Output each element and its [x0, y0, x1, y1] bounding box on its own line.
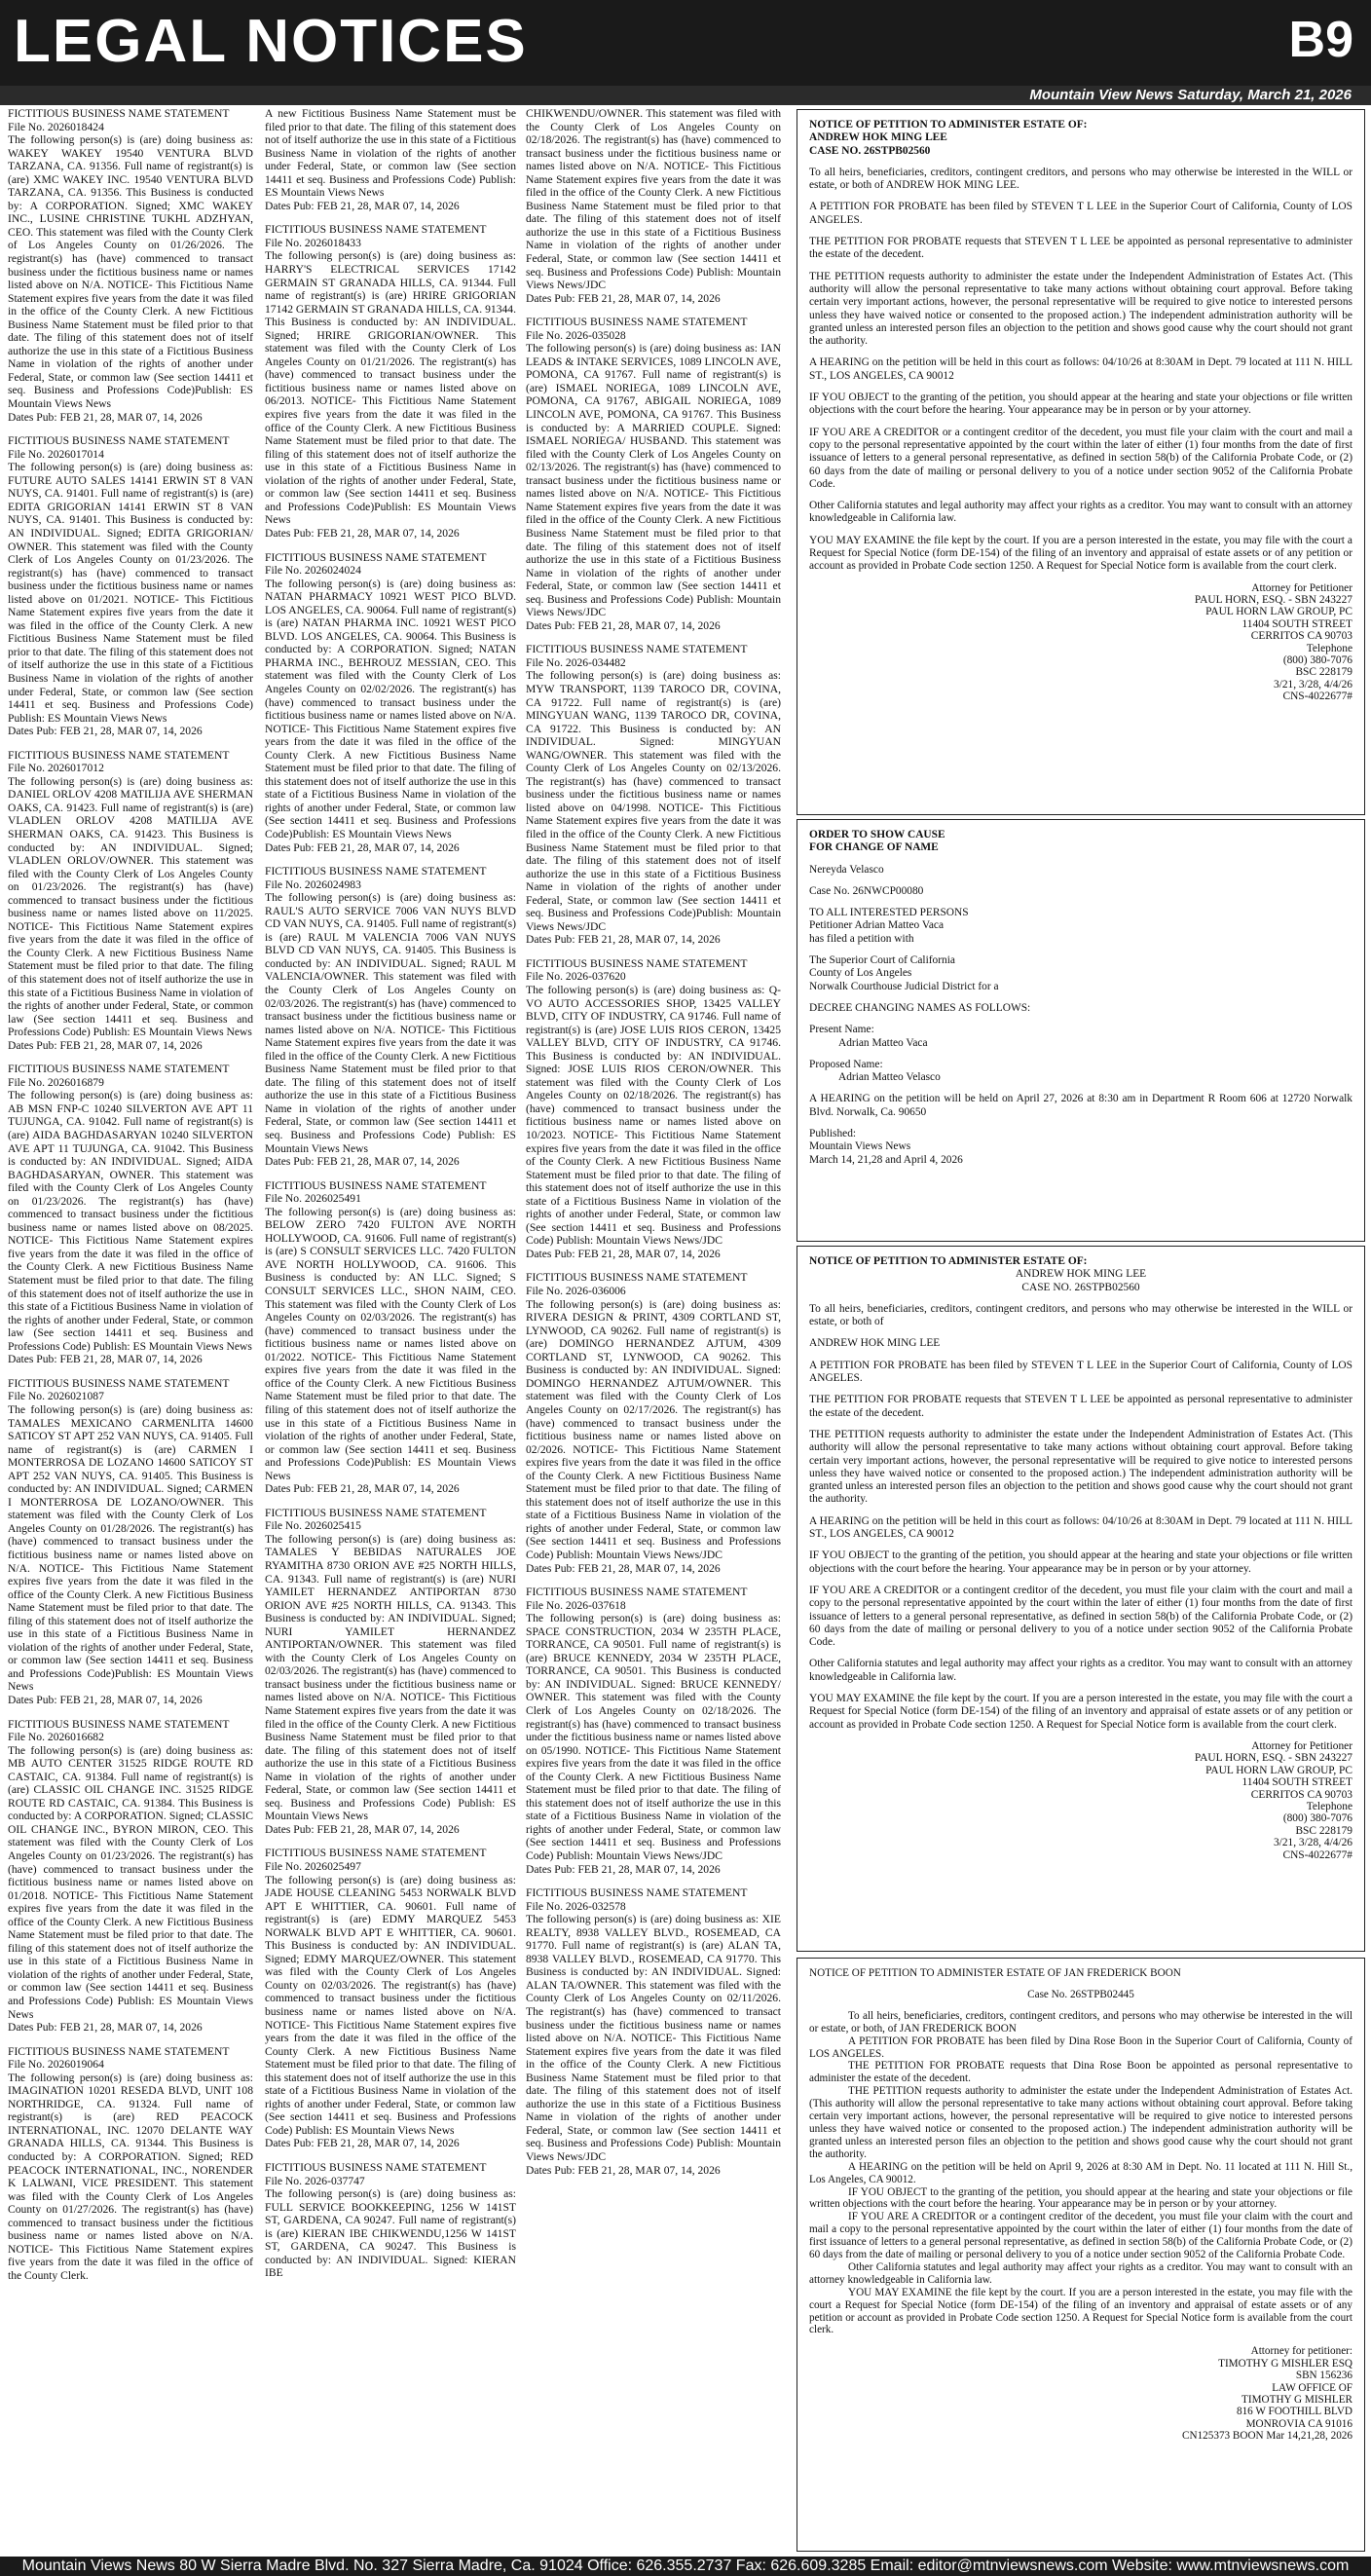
fictitious-business-notice [265, 551, 516, 855]
signature-line: Attorney for petitioner: [1250, 2345, 1352, 2358]
signature-line: Attorney for Petitioner [1251, 581, 1352, 594]
notice-file: File No. 2026024983 [265, 877, 361, 891]
notice-head: FICTITIOUS BUSINESS NAME STATEMENT [8, 1717, 230, 1731]
probate-notice-lee-1 [797, 109, 1365, 815]
signature-line: PAUL HORN LAW GROUP, PC [1205, 1764, 1352, 1776]
notice-body: The following person(s) is (are) doing business as: IAN LEADS & INTAKE SERVICES, 1089 LINCOLN AVE, POMONA, CA 91767. Full name of registrant(s) is (are) ISMAEL NORIEGA, 1089 LINCOLN AVE, POMONA, CA 91767, ABIGAIL NORIEGA, 1089 LINCOLN AVE, POMONA, CA 91767. This Business is conducted by: A MARRIED COUPLE. Signed: ISMAEL NORIEGA/ HUSBAND. This statement was filed with the County Clerk of Los Angeles County on 02/13/2026. The registrant(s) has (have) commenced to transact business under the fictitious business name or names listed above on N/A. NOTICE- This Fictitious Name Statement expires five years from the date it was filed in the office of the County Clerk. A new Fictitious Business Name Statement must be filed prior to that date. The filing of this statement does not of itself authorize the use in this state of a Fictitious Business Name in violation of the rights of another under Federal, State, or common law (See section 14411 et seq. Business and Professions Code) Publish: Mountain Views News/JDC [526, 342, 781, 619]
fictitious-business-notice [526, 643, 781, 947]
fictitious-business-notice [526, 1586, 781, 1876]
signature-line: SBN 156236 [1295, 2370, 1352, 2382]
notice-file: File No. 2026018433 [265, 236, 361, 249]
present-name-label: Present Name: [809, 1024, 874, 1036]
notice-file: File No. 2026-036006 [526, 1285, 626, 1298]
notice-head: FICTITIOUS BUSINESS NAME STATEMENT [265, 865, 487, 878]
dateline: Mountain View News Saturday, March 21, 2026 [1029, 87, 1352, 103]
signature-line: CNS-4022677# [1282, 691, 1352, 703]
notice-body: The following person(s) is (are) doing business as: SPACE CONSTRUCTION, 2034 W 235TH PLACE, TORRANCE, CA 90501. Full name of registrant(s) is (are) BRUCE KENNEDY, 2034 W 235TH PLACE, TORRANCE, CA 90501. This Business is conducted by: AN INDIVIDUAL. Signed: BRUCE KENNEDY/ OWNER. This statement was filed with the County Clerk of Los Angeles County on 02/18/2026. The registrant(s) has (have) commenced to transact business under the fictitious business name or names listed above on 05/1990. NOTICE- This Fictitious Name Statement expires five years from the date it was filed in the office of the County Clerk. A new Fictitious Business Name Statement must be filed prior to that date. The filing of this statement does not of itself authorize the use in this state of a Fictitious Business Name in violation of the rights of another under Federal, State, or common law (See section 14411 et seq. Business and Professions Code) Publish: Mountain Views News/JDC [526, 1612, 781, 1862]
notice-dates: Dates Pub: FEB 21, 28, MAR 07, 14, 2026 [8, 410, 203, 424]
signature-line: CNS-4022677# [1282, 1848, 1352, 1861]
signature-line: BSC 228179 [1295, 666, 1352, 679]
signature-line: (800) 380-7076 [1282, 654, 1352, 667]
order-case-number: Case No. 26NWCP00080 [809, 884, 924, 897]
notice-paragraph: YOU MAY EXAMINE the file kept by the court. If you are a person interested in the estate, you may file with the court a Request for Special Notice (form DE-154) of the filing of an inventory and appraisal of estate assets or of any petition or account as provided in Probate Code section 1250. A Request for Special Notice form is available from the court clerk. [809, 534, 1352, 573]
notice-body: The following person(s) is (are) doing business as: TAMALES MEXICANO CARMENLITA 14600 SATICOY ST APT 252 VAN NUYS, CA. 91405. Full name of registrant(s) is (are) CARMEN I MONTERROSA DE LOZANO 14600 SATICOY ST APT 252 VAN NUYS, CA. 91405. This Business is conducted by: AN INDIVIDUAL. Signed; CARMEN I MONTERROSA DE LOZANO/OWNER. This statement was filed with the County Clerk of Los Angeles County on 01/28/2026. The registrant(s) has (have) commenced to transact business under the fictitious business name or names listed above on N/A. NOTICE- This Fictitious Name Statement expires five years from the date it was filed in the office of the County Clerk. A new Fictitious Business Name Statement must be filed prior to that date. The filing of this statement does not of itself authorize the use in this state of a Fictitious Business Name in violation of the rights of another under Federal, State, or common law (See section 14411 et seq. Business and Professions Code)Publish: ES Mountain Views News [8, 1402, 253, 1694]
order-line: DECREE CHANGING NAMES AS FOLLOWS: [809, 1001, 1031, 1014]
notice-file: File No. 2026025415 [265, 1519, 361, 1533]
fictitious-business-notice [265, 1507, 516, 1837]
notice-file: File No. 2026-034482 [526, 655, 626, 669]
published-label: Published: [809, 1128, 857, 1140]
notice-paragraph: THE PETITION requests authority to administer the estate under the Independent Administration of Estates Act. (This authority will allow the personal representative to take many actions without obtaining court approval. Before taking certain very important actions, however, the personal representative will be required to give notice to interested persons unless they have waived notice or consented to the proposed action.) The independent administration authority will be granted unless an interested person files an objection to the petition and shows good cause why the court should not grant the authority. [809, 2085, 1352, 2160]
notice-file: File No. 2026025497 [265, 1860, 361, 1873]
attorney-signature [809, 582, 1352, 703]
notice-head: FICTITIOUS BUSINESS NAME STATEMENT [526, 956, 748, 970]
notice-head: FICTITIOUS BUSINESS NAME STATEMENT [526, 1271, 748, 1285]
order-subtitle: FOR CHANGE OF NAME [809, 841, 939, 854]
notice-dates: Dates Pub: FEB 21, 28, MAR 07, 14, 2026 [526, 2163, 721, 2177]
fictitious-business-notice [8, 2045, 253, 2283]
notice-dates: Dates Pub: FEB 21, 28, MAR 07, 14, 2026 [526, 1247, 721, 1260]
notice-paragraph: THE PETITION requests authority to administer the estate under the Independent Administration of Estates Act. (This authority will allow the personal representative to take many actions without obtaining court approval. Before taking certain very important actions, however, the personal representative will be required to give notice to interested persons unless they have waived notice or consented to the proposed action.) The independent administration authority will be granted unless an interested person files an objection to the petition and shows good cause why the court should not grant the authority. [809, 1428, 1352, 1506]
notice-head: FICTITIOUS BUSINESS NAME STATEMENT [265, 1506, 487, 1519]
notice-paragraph: Other California statutes and legal authority may affect your rights as a creditor. You may want to consult with an attorney knowledgeable in California law. [809, 2260, 1352, 2286]
fictitious-business-notice [265, 1847, 516, 2150]
notice-file: File No. 2026025491 [265, 1192, 361, 1206]
notice-paragraph: A HEARING on the petition will be held in this court as follows: 04/10/26 at 8:30AM in Dept. 79 located at 111 N. HILL ST., LOS ANGELES, CA 90012 [809, 1514, 1352, 1541]
signature-line: 11404 SOUTH STREET [1241, 617, 1352, 630]
probate-notice-lee-2 [797, 1246, 1365, 1952]
notice-paragraph: A HEARING on the petition will be held in this court as follows: 04/10/26 at 8:30AM in Dept. 79 located at 111 N. HILL ST., LOS ANGELES, CA 90012 [809, 356, 1352, 382]
signature-line: TIMOTHY G MISHLER [1241, 2394, 1352, 2406]
notice-paragraph: IF YOU OBJECT to the granting of the petition, you should appear at the hearing and state your objections or file written objections with the court before the hearing. Your appearance may be in person or by your attorney. [809, 392, 1352, 417]
proposed-name: Adrian Matteo Velasco [838, 1071, 941, 1084]
notice-paragraph: To all heirs, beneficiaries, creditors, contingent creditors, and persons who may otherwise be interested in the WILL or estate, or both of ANDREW HOK MING LEE. [809, 166, 1352, 192]
notice-file: File No. 2026-035028 [526, 328, 626, 342]
signature-line: PAUL HORN, ESQ. - SBN 243227 [1194, 1752, 1352, 1765]
notice-dates: Dates Pub: FEB 21, 28, MAR 07, 14, 2026 [265, 526, 460, 540]
section-title: LEGAL NOTICES [14, 8, 528, 75]
footer-contact: Mountain Views News 80 W Sierra Madre Blvd. No. 327 Sierra Madre, Ca. 91024 Office: 626.355.2737 Fax: 626.609.3285 Email: editor@mtnviewsnews.com Website: www.mtnviewsnews.com [21, 2557, 1350, 2574]
notice-paragraph: YOU MAY EXAMINE the file kept by the court. If you are a person interested in the estate, you may file with the court a Request for Special Notice (form DE-154) of the filing of an inventory and appraisal of estate assets or of any petition or account as provided in Probate Code section 1250. A Request for Special Notice form is available from the court clerk. [809, 2286, 1352, 2336]
notice-body: The following person(s) is (are) doing business as: FUTURE AUTO SALES 14141 ERWIN ST 8 VAN NUYS, CA. 91401. Full name of registrant(s) is (are) EDITA GRIGORIAN 14141 ERWIN ST 8 VAN NUYS, CA. 91401. This Business is conducted by: AN INDIVIDUAL. Signed; EDITA GRIGORIAN/ OWNER. This statement was filed with the County Clerk of Los Angeles County on 01/23/2026. The registrant(s) has (have) commenced to transact business under the fictitious business name or names listed above on 01/2021. NOTICE- This Fictitious Name Statement expires five years from the date it was filed in the office of the County Clerk. A new Fictitious Business Name Statement must be filed prior to that date. The filing of this statement does not of itself authorize the use in this state of a Fictitious Business Name in violation of the rights of another under Federal, State, or common law (See section 14411 et seq. Business and Professions Code) Publish: ES Mountain Views News [8, 461, 253, 725]
attorney-signature [809, 1740, 1352, 1861]
notice-file: File No. 2026016879 [8, 1075, 104, 1089]
notice-head: FICTITIOUS BUSINESS NAME STATEMENT [526, 1886, 748, 1900]
signature-line: Telephone [1306, 1800, 1352, 1812]
notice-paragraph: IF YOU ARE A CREDITOR or a contingent creditor of the decedent, you must file your claim with the court and mail a copy to the personal representative appointed by the court within the later of either (1) four months from the date of first issuance of letters to a general personal representative, as defined in section 58(b) of the California Probate Code, or (2) 60 days from the date of mailing or personal delivery to you of a notice under section 9052 of the California Probate Code. [809, 2211, 1352, 2261]
notice-body: The following person(s) is (are) doing business as: TAMALES Y BEBIDAS NATURALES JOE RYAMITHA 8730 ORION AVE #25 NORTH HILLS, CA. 91343. Full name of registrant(s) is (are) NURI YAMILET HERNANDEZ ANTIPORTAN 8730 ORION AVE #25 NORTH HILLS, CA. 91343. This Business is conducted by: AN INDIVIDUAL. Signed; NURI YAMILET HERNANDEZ ANTIPORTAN/OWNER. This statement was filed with the County Clerk of Los Angeles County on 02/03/2026. The registrant(s) has (have) commenced to transact business under the fictitious business name or names listed above on N/A. NOTICE- This Fictitious Name Statement expires five years from the date it was filed in the office of the County Clerk. A new Fictitious Business Name Statement must be filed prior to that date. The filing of this statement does not of itself authorize the use in this state of a Fictitious Business Name in violation of the rights of another under Federal, State, or common law (See section 14411 et seq. Business and Professions Code) Publish: ES Mountain Views News [265, 1532, 516, 1823]
notice-paragraph: A HEARING on the petition will be held on April 9, 2026 at 8:30 AM in Dept. No. 11 located at 111 N. Hill St., Los Angeles, CA 90012. [809, 2160, 1352, 2185]
signature-line: CERRITOS CA 90703 [1250, 630, 1352, 643]
notice-body: The following person(s) is (are) doing business as: WAKEY WAKEY 19540 VENTURA BLVD TARZANA, CA. 91356. Full name of registrant(s) is (are) XMC WAKEY INC. 19540 VENTURA BLVD TARZANA, CA. 91356. This Business is conducted by: A CORPORATION. Signed; XMC WAKEY INC., LUSINE CHRISTINE TUKHL ADZHYAN, CEO. This statement was filed with the County Clerk of Los Angeles County on 01/26/2026. The registrant(s) has (have) commenced to transact business under the fictitious business name or names listed above on N/A. NOTICE- This Fictitious Name Statement expires five years from the date it was filed in the office of the County Clerk. A new Fictitious Business Name Statement must be filed prior to that date. The filing of this statement does not of itself authorize the use in this state of a Fictitious Business Name in violation of the rights of another under Federal, State, or common law (See section 14411 et seq. Business and Professions Code)Publish: ES Mountain Views News [8, 133, 253, 411]
notice-dates: Dates Pub: FEB 21, 28, MAR 07, 14, 2026 [526, 291, 721, 305]
signature-line: CERRITOS CA 90703 [1250, 1788, 1352, 1801]
notice-paragraph: IF YOU OBJECT to the granting of the petition, you should appear at the hearing and state your objections or file written objections with the court before the hearing. Your appearance may be in person or by your attorney. [809, 1549, 1352, 1575]
notice-paragraph: IF YOU ARE A CREDITOR or a contingent creditor of the decedent, you must file your claim with the court and mail a copy to the personal representative appointed by the court within the later of either (1) four months from the date of first issuance of letters to a general personal representative, as defined in section 58(b) of the California Probate Code, or (2) 60 days from the date of mailing or personal delivery to you of a notice under section 9052 of the California Probate Code. [809, 426, 1352, 490]
notice-paragraph: THE PETITION requests authority to administer the estate under the Independent Administration of Estates Act. (This authority will allow the personal representative to take many actions without obtaining court approval. Before taking certain very important actions, however, the personal representative will be required to give notice to interested persons unless they have waived notice or consented to the proposed action.) The independent administration authority will be granted unless an interested person files an objection to the petition and shows good cause why the court should not grant the authority. [809, 270, 1352, 348]
notice-paragraph: A PETITION FOR PROBATE has been filed by STEVEN T L LEE in the Superior Court of California, County of LOS ANGELES. [809, 1359, 1352, 1385]
notice-paragraph: To all heirs, beneficiaries, creditors, contingent creditors, and persons who may otherwise be interested in the will or estate, or both, of JAN FREDERICK BOON [809, 2009, 1352, 2035]
notice-head: FICTITIOUS BUSINESS NAME STATEMENT [8, 2044, 230, 2058]
notice-head: FICTITIOUS BUSINESS NAME STATEMENT [526, 316, 748, 329]
signature-line: CN125373 BOON Mar 14,21,28, 2026 [1182, 2430, 1352, 2443]
published-paper: Mountain Views News [809, 1140, 911, 1153]
notice-body: The following person(s) is (are) doing business as: MB AUTO CENTER 31525 RIDGE ROUTE RD CASTAIC, CA. 91384. Full name of registrant(s) is (are) CLASSIC OIL CHANGE INC. 31525 RIDGE ROUTE RD CASTAIC, CA. 91384. This Business is conducted by: A CORPORATION. Signed; CLASSIC OIL CHANGE INC., BYRON MIRON, CEO. This statement was filed with the County Clerk of Los Angeles County on 01/23/2026. The registrant(s) has (have) commenced to transact business under the fictitious business name or names listed above on 01/2018. NOTICE- This Fictitious Name Statement expires five years from the date it was filed in the office of the County Clerk. A new Fictitious Business Name Statement must be filed prior to that date. The filing of this statement does not of itself authorize the use in this state of a Fictitious Business Name in violation of the rights of another under Federal, State, or common law (See section 14411 et seq. Business and Professions Code) Publish: ES Mountain Views News [8, 1743, 253, 2021]
notice-head: FICTITIOUS BUSINESS NAME STATEMENT [265, 2161, 487, 2175]
notice-head: FICTITIOUS BUSINESS NAME STATEMENT [8, 1063, 230, 1076]
order-title: ORDER TO SHOW CAUSE [809, 829, 945, 840]
notice-body: CHIKWENDU/OWNER. This statement was filed with the County Clerk of Los Angeles County on 02/18/2026. The registrant(s) has (have) commenced to transact business under the fictitious business name or names listed above on N/A. NOTICE- This Fictitious Name Statement expires five years from the date it was filed in the office of the County Clerk. A new Fictitious Business Name Statement must be filed prior to that date. The filing of this statement does not of itself authorize the use in this state of a Fictitious Business Name in violation of the rights of another under Federal, State, or common law (See section 14411 et seq. Business and Professions Code) Publish: Mountain Views News/JDC [526, 107, 781, 292]
notice-dates: Dates Pub: FEB 21, 28, MAR 07, 14, 2026 [8, 1693, 203, 1706]
notice-dates: Dates Pub: FEB 21, 28, MAR 07, 14, 2026 [8, 1353, 203, 1366]
order-line: County of Los Angeles [809, 967, 912, 980]
notice-paragraph: Other California statutes and legal authority may affect your rights as a creditor. You may want to consult with an attorney knowledgeable in California law. [809, 500, 1352, 525]
signature-line: 3/21, 3/28, 4/4/26 [1273, 1837, 1352, 1849]
notice-title: NOTICE OF PETITION TO ADMINISTER ESTATE OF: [809, 119, 1088, 131]
notice-case-number: CASE NO. 26STPB02560 [809, 144, 931, 157]
order-hearing: A HEARING on the petition will be held on April 27, 2026 at 8:30 am in Department R Room 606 at 12720 Norwalk Blvd. Norwalk, Ca. 90650 [809, 1093, 1352, 1118]
notice-head: FICTITIOUS BUSINESS NAME STATEMENT [8, 748, 230, 762]
order-line: Norwalk Courthouse Judicial District for a [809, 980, 999, 992]
notice-paragraph: THE PETITION FOR PROBATE requests that STEVEN T L LEE be appointed as personal representative to administer the estate of the decedent. [809, 236, 1352, 261]
masthead [0, 0, 1371, 86]
notice-file: File No. 2026021087 [8, 1390, 104, 1403]
page-number: B9 [1288, 12, 1353, 68]
notice-paragraph: Other California statutes and legal authority may affect your rights as a creditor. You may want to consult with an attorney knowledgeable in California law. [809, 1658, 1352, 1683]
notice-head: FICTITIOUS BUSINESS NAME STATEMENT [8, 107, 230, 120]
notice-body: The following person(s) is (are) doing business as: MYW TRANSPORT, 1139 TAROCO DR, COVINA, CA 91722. Full name of registrant(s) is (are) MINGYUAN WANG, 1139 TAROCO DR, COVINA, CA 91722. This Business is conducted by: AN INDIVIDUAL. Signed: MINGYUAN WANG/OWNER. This statement was filed with the County Clerk of Los Angeles County on 02/13/2026. The registrant(s) has (have) commenced to transact business under the fictitious business name or names listed above on 04/1998. NOTICE- This Fictitious Name Statement expires five years from the date it was filed in the office of the County Clerk. A new Fictitious Business Name Statement must be filed prior to that date. The filing of this statement does not of itself authorize the use in this state of a Fictitious Business Name in violation of the rights of another under Federal, State, or common law (See section 14411 et seq. Business and Professions Code)Publish: Mountain Views News/JDC [526, 669, 781, 933]
notice-case-number: Case No. 26STPB02445 [1027, 1988, 1134, 2000]
fictitious-business-notice [265, 107, 516, 212]
published-dates: March 14, 21,28 and April 4, 2026 [809, 1153, 963, 1166]
notice-case-number: CASE NO. 26STPB02560 [1021, 1281, 1140, 1293]
notice-body: The following person(s) is (are) doing business as: XIE REALTY, 8938 VALLEY BLVD., ROSEMEAD, CA 91770. Full name of registrant(s) is (are) ALAN TA, 8938 VALLEY BLVD., ROSEMEAD, CA 91770. This Business is conducted by: AN INDIVIDUAL. Signed: ALAN TA/OWNER. This statement was filed with the County Clerk of Los Angeles County on 02/11/2026. The registrant(s) has (have) commenced to transact business under the fictitious business name or names listed above on N/A. NOTICE- This Fictitious Name Statement expires five years from the date it was filed in the office of the County Clerk. A new Fictitious Business Name Statement must be filed prior to that date. The filing of this statement does not of itself authorize the use in this state of a Fictitious Business Name in violation of the rights of another under Federal, State, or common law (See section 14411 et seq. Business and Professions Code) Publish: Mountain Views News/JDC [526, 1913, 781, 2164]
column-2 [265, 107, 516, 2552]
notice-head: FICTITIOUS BUSINESS NAME STATEMENT [265, 550, 487, 564]
notice-paragraph: YOU MAY EXAMINE the file kept by the court. If you are a person interested in the estate, you may file with the court a Request for Special Notice (form DE-154) of the filing of an inventory and appraisal of estate assets or of any petition or account as provided in Probate Code section 1250. A Request for Special Notice form is available from the court clerk. [809, 1693, 1352, 1731]
notice-head: FICTITIOUS BUSINESS NAME STATEMENT [265, 223, 487, 237]
notice-dates: Dates Pub: FEB 21, 28, MAR 07, 14, 2026 [8, 725, 203, 738]
notice-body: The following person(s) is (are) doing business as: RAUL'S AUTO SERVICE 7006 VAN NUYS BLVD CD VAN NUYS, CA. 91405. Full name of registrant(s) is (are) RAUL M VALENCIA 7006 VAN NUYS BLVD CD VAN NUYS, CA. 91405. This Business is conducted by: AN INDIVIDUAL. Signed; RAUL M VALENCIA/OWNER. This statement was filed with the County Clerk of Los Angeles County on 02/03/2026. The registrant(s) has (have) commenced to transact business under the fictitious business name or names listed above on N/A. NOTICE- This Fictitious Name Statement expires five years from the date it was filed in the office of the County Clerk. A new Fictitious Business Name Statement must be filed prior to that date. The filing of this statement does not of itself authorize the use in this state of a Fictitious Business Name in violation of the rights of another under Federal, State, or common law (See section 14411 et seq. Business and Professions Code) Publish: ES Mountain Views News [265, 891, 516, 1155]
notice-body: The following person(s) is (are) doing business as: JADE HOUSE CLEANING 5453 NORWALK BLVD APT E WHITTIER, CA. 90601. Full name of registrant(s) is (are) EDMY MARQUEZ 5453 NORWALK BLVD APT E WHITTIER, CA. 90601. This Business is conducted by: AN INDIVIDUAL. Signed; EDMY MARQUEZ/OWNER. This statement was filed with the County Clerk of Los Angeles County on 02/03/2026. The registrant(s) has (have) commenced to transact business under the fictitious business name or names listed above on N/A. NOTICE- This Fictitious Name Statement expires five years from the date it was filed in the office of the County Clerk. A new Fictitious Business Name Statement must be filed prior to that date. The filing of this statement does not of itself authorize the use in this state of a Fictitious Business Name in violation of the rights of another under Federal, State, or common law (See section 14411 et seq. Business and Professions Code) Publish: ES Mountain Views News [265, 1873, 516, 2137]
fictitious-business-notice [8, 107, 253, 424]
notice-paragraph: IF YOU OBJECT to the granting of the petition, you should appear at the hearing and state your objections or file written objections with the court before the hearing. Your appearance may be in person or by your attorney. [809, 2185, 1352, 2211]
notice-body: The following person(s) is (are) doing business as: BELOW ZERO 7420 FULTON AVE NORTH HOLLYWOOD, CA. 91606. Full name of registrant(s) is (are) S CONSULT SERVICES LLC. 7420 FULTON AVE NORTH HOLLYWOOD, CA. 91606. This Business is conducted by: AN LLC. Signed; S CONSULT SERVICES LLC., SHON NAIM, CEO. This statement was filed with the County Clerk of Los Angeles County on 02/03/2026. The registrant(s) has (have) commenced to transact business under the fictitious business name or names listed above on 01/2022. NOTICE- This Fictitious Name Statement expires five years from the date it was filed in the office of the County Clerk. A new Fictitious Business Name Statement must be filed prior to that date. The filing of this statement does not of itself authorize the use in this state of a Fictitious Business Name in violation of the rights of another under Federal, State, or common law (See section 14411 et seq. Business and Professions Code)Publish: ES Mountain Views News [265, 1205, 516, 1482]
notice-file: File No. 2026016682 [8, 1731, 104, 1744]
notice-paragraph: THE PETITION FOR PROBATE requests that Dina Rose Boon be appointed as personal representative to administer the estate of the decedent. [809, 2060, 1352, 2085]
notice-dates: Dates Pub: FEB 21, 28, MAR 07, 14, 2026 [265, 1482, 460, 1496]
notice-body: The following person(s) is (are) doing business as: Q-VO AUTO ACCESSORIES SHOP, 13425 VALLEY BLVD, CITY OF INDUSTRY, CA 91746. Full name of registrant(s) is (are) JOSE LUIS RIOS CERON, 13425 VALLEY BLVD, CITY OF INDUSTRY, CA 91746. This Business is conducted by: AN INDIVIDUAL. Signed: JOSE LUIS RIOS CERON/OWNER. This statement was filed with the County Clerk of Los Angeles County on 02/18/2026. The registrant(s) has (have) commenced to transact business under the fictitious business name or names listed above on 10/2023. NOTICE- This Fictitious Name Statement expires five years from the date it was filed in the office of the County Clerk. A new Fictitious Business Name Statement must be filed prior to that date. The filing of this statement does not of itself authorize the use in this state of a Fictitious Business Name in violation of the rights of another under Federal, State, or common law (See section 14411 et seq. Business and Professions Code) Publish: Mountain Views News/JDC [526, 984, 781, 1248]
order-line: has filed a petition with [809, 932, 914, 945]
notice-head: FICTITIOUS BUSINESS NAME STATEMENT [8, 434, 230, 448]
signature-line: Telephone [1306, 642, 1352, 654]
notice-head: FICTITIOUS BUSINESS NAME STATEMENT [265, 1847, 487, 1860]
notice-body: The following person(s) is (are) doing business as: HARRY'S ELECTRICAL SERVICES 17142 GERMAIN ST GRANADA HILLS, CA. 91344. Full name of registrant(s) is (are) HRIRE GRIGORIAN 17142 GERMAIN ST GRANADA HILLS, CA. 91344. This Business is conducted by: AN INDIVIDUAL. Signed; HRIRE GRIGORIAN/OWNER. This statement was filed with the County Clerk of Los Angeles County on 01/21/2026. The registrant(s) has (have) commenced to transact business under the fictitious business name or names listed above on 06/2013. NOTICE- This Fictitious Name Statement expires five years from the date it was filed in the office of the County Clerk. A new Fictitious Business Name Statement must be filed prior to that date. The filing of this statement does not of itself authorize the use in this state of a Fictitious Business Name in violation of the rights of another under Federal, State, or common law (See section 14411 et seq. Business and Professions Code)Publish: ES Mountain Views News [265, 249, 516, 527]
notice-dates: Dates Pub: FEB 21, 28, MAR 07, 14, 2026 [265, 1155, 460, 1169]
notice-file: File No. 2026017012 [8, 762, 104, 775]
notice-head: FICTITIOUS BUSINESS NAME STATEMENT [8, 1376, 230, 1390]
notice-dates: Dates Pub: FEB 21, 28, MAR 07, 14, 2026 [265, 1822, 460, 1836]
present-name: Adrian Matteo Vaca [838, 1036, 928, 1049]
fictitious-business-notice [526, 1886, 781, 2177]
signature-line: BSC 228179 [1295, 1824, 1352, 1837]
signature-line: LAW OFFICE OF [1272, 2381, 1352, 2394]
notice-body: The following person(s) is (are) doing business as: RIVERA DESIGN & PRINT, 4309 CORTLAND ST, LYNWOOD, CA 90262. Full name of registrant(s) is (are) DOMINGO HERNANDEZ AJTUM, 4309 CORTLAND ST, LYNWOOD, CA 90262. This Business is conducted by: AN INDIVIDUAL. Signed: DOMINGO HERNANDEZ AJTUM/OWNER. This statement was filed with the County Clerk of Los Angeles County on 02/17/2026. The registrant(s) has (have) commenced to transact business under the fictitious business name or names listed above on 02/2026. NOTICE- This Fictitious Name Statement expires five years from the date it was filed in the office of the County Clerk. A new Fictitious Business Name Statement must be filed prior to that date. The filing of this statement does not of itself authorize the use in this state of a Fictitious Business Name in violation of the rights of another under Federal, State, or common law (See section 14411 et seq. Business and Professions Code) Publish: Mountain Views News/JDC [526, 1297, 781, 1561]
fictitious-business-notice [265, 865, 516, 1169]
fictitious-business-notice [8, 434, 253, 738]
notice-body: The following person(s) is (are) doing business as: AB MSN FNP-C 10240 SILVERTON AVE APT 11 TUJUNGA, CA. 91042. Full name of registrant(s) is (are) AIDA BAGHDASARYAN 10240 SILVERTON AVE APT 11 TUJUNGA, CA. 91042. This Business is conducted by: AN INDIVIDUAL. Signed; AIDA BAGHDASARYAN, OWNER. This statement was filed with the County Clerk of Los Angeles County on 01/23/2026. The registrant(s) has (have) commenced to transact business under the fictitious business name or names listed above on 08/2025. NOTICE- This Fictitious Name Statement expires five years from the date it was filed in the office of the County Clerk. A new Fictitious Business Name Statement must be filed prior to that date. The filing of this statement does not of itself authorize the use in this state of a Fictitious Business Name in violation of the rights of another under Federal, State, or common law (See section 14411 et seq. Business and Professions Code) Publish: ES Mountain Views News [8, 1089, 253, 1353]
fictitious-business-notice [265, 1179, 516, 1496]
fictitious-business-notice [265, 2161, 516, 2280]
notice-dates: Dates Pub: FEB 21, 28, MAR 07, 14, 2026 [265, 199, 460, 212]
notice-body: The following person(s) is (are) doing business as: DANIEL ORLOV 4208 MATILIJA AVE SHERMAN OAKS, CA. 91423. Full name of registrant(s) is (are) VLADLEN ORLOV 4208 MATILIJA AVE SHERMAN OAKS, CA. 91423. This Business is conducted by: AN INDIVIDUAL. Signed; VLADLEN ORLOV/OWNER. This statement was filed with the County Clerk of Los Angeles County on 01/23/2026. The registrant(s) has (have) commenced to transact business under the fictitious business name or names listed above on 11/2025. NOTICE- This Fictitious Name Statement expires five years from the date it was filed in the office of the County Clerk. A new Fictitious Business Name Statement must be filed prior to that date. The filing of this statement does not of itself authorize the use in this state of a Fictitious Business Name in violation of the rights of another under Federal, State, or common law (See section 14411 et seq. Business and Professions Code) Publish: ES Mountain Views News [8, 774, 253, 1039]
order-line: The Superior Court of California [809, 954, 955, 967]
notice-paragraph: IF YOU ARE A CREDITOR or a contingent creditor of the decedent, you must file your claim with the court and mail a copy to the personal representative appointed by the court within the later of either (1) four months from the date of first issuance of letters to a general personal representative, as defined in section 58(b) of the California Probate Code, or (2) 60 days from the date of mailing or personal delivery to you of a notice under section 9052 of the California Probate Code. [809, 1584, 1352, 1649]
column-3 [526, 107, 781, 2552]
notice-body: The following person(s) is (are) doing business as: IMAGINATION 10201 RESEDA BLVD, UNIT 108 NORTHRIDGE, CA. 91324. Full name of registrant(s) is (are) RED PEACOCK INTERNATIONAL, INC. 12070 DELANTE WAY GRANADA HILLS, CA. 91344. This Business is conducted by: A CORPORATION. Signed; RED PEACOCK INTERNATIONAL, INC., NORENDER K LALWANI, VICE PRESIDENT. This statement was filed with the County Clerk of Los Angeles County on 01/27/2026. The registrant(s) has (have) commenced to transact business under the fictitious business name or names listed above on N/A. NOTICE- This Fictitious Name Statement expires five years from the date it was filed in the office of the County Clerk. [8, 2071, 253, 2282]
notice-file: File No. 2026-032578 [526, 1899, 626, 1913]
notice-body: The following person(s) is (are) doing business as: FULL SERVICE BOOKKEEPING, 1256 W 141ST ST, GARDENA, CA 90247. Full name of registrant(s) is (are) KIERAN IBE CHIKWENDU,1256 W 141ST ST, GARDENA, CA 90247. This Business is conducted by: AN INDIVIDUAL. Signed: KIERAN IBE [265, 2187, 516, 2280]
notice-dates: Dates Pub: FEB 21, 28, MAR 07, 14, 2026 [265, 840, 460, 854]
column-1 [8, 107, 253, 2552]
notice-decedent: ANDREW HOK MING LEE [1015, 1268, 1147, 1281]
notice-paragraph: A PETITION FOR PROBATE has been filed by Dina Rose Boon in the Superior Court of California, County of LOS ANGELES. [809, 2035, 1352, 2060]
notice-dates: Dates Pub: FEB 21, 28, MAR 07, 14, 2026 [8, 2021, 203, 2035]
fictitious-business-notice [526, 107, 781, 305]
notice-body: The following person(s) is (are) doing business as: NATAN PHARMACY 10921 WEST PICO BLVD. LOS ANGELES, CA. 90064. Full name of registrant(s) is (are) NATAN PHARMA INC. 10921 WEST PICO BLVD. LOS ANGELES, CA. 90064. This Business is conducted by: A CORPORATION. Signed; NATAN PHARMA INC., BEHROUZ MESSIAN, CEO. This statement was filed with the County Clerk of Los Angeles County on 02/02/2026. The registrant(s) has (have) commenced to transact business under the fictitious business name or names listed above on N/A. NOTICE- This Fictitious Name Statement expires five years from the date it was filed in the office of the County Clerk. A new Fictitious Business Name Statement must be filed prior to that date. The filing of this statement does not of itself authorize the use in this state of a Fictitious Business Name in violation of the rights of another under Federal, State, or common law (See section 14411 et seq. Business and Professions Code)Publish: ES Mountain Views News [265, 577, 516, 840]
fictitious-business-notice [526, 957, 781, 1261]
notice-head: FICTITIOUS BUSINESS NAME STATEMENT [265, 1178, 487, 1192]
notice-head: FICTITIOUS BUSINESS NAME STATEMENT [526, 643, 748, 656]
fictitious-business-notice [8, 1377, 253, 1707]
notice-body: A new Fictitious Business Name Statement must be filed prior to that date. The filing of this statement does not of itself authorize the use in this state of a Fictitious Business Name in violation of the rights of another under Federal, State, or common law (See section 14411 et seq. Business and Professions Code) Publish: ES Mountain Views News [265, 107, 516, 200]
notice-paragraph: ANDREW HOK MING LEE [809, 1337, 941, 1350]
name-change-order [797, 819, 1365, 1242]
signature-line: 3/21, 3/28, 4/4/26 [1273, 678, 1352, 691]
notice-file: File No. 2026019064 [8, 2058, 104, 2072]
notice-file: File No. 2026-037747 [265, 2174, 365, 2187]
notice-dates: Dates Pub: FEB 21, 28, MAR 07, 14, 2026 [526, 618, 721, 632]
notice-file: File No. 2026017014 [8, 447, 104, 461]
notice-head: FICTITIOUS BUSINESS NAME STATEMENT [526, 1586, 748, 1599]
order-line: TO ALL INTERESTED PERSONS [809, 907, 969, 919]
signature-line: 816 W FOOTHILL BLVD [1236, 2406, 1352, 2418]
notice-dates: Dates Pub: FEB 21, 28, MAR 07, 14, 2026 [8, 1038, 203, 1052]
fictitious-business-notice [8, 1063, 253, 1366]
proposed-name-label: Proposed Name: [809, 1058, 883, 1070]
order-name: Nereyda Velasco [809, 863, 884, 876]
notice-file: File No. 2026-037618 [526, 1598, 626, 1612]
signature-line: Attorney for Petitioner [1251, 1739, 1352, 1752]
notice-title: NOTICE OF PETITION TO ADMINISTER ESTATE OF: [809, 1255, 1088, 1267]
notice-dates: Dates Pub: FEB 21, 28, MAR 07, 14, 2026 [526, 1561, 721, 1575]
notice-file: File No. 2026018424 [8, 120, 104, 133]
notice-title: NOTICE OF PETITION TO ADMINISTER ESTATE OF JAN FREDERICK BOON [809, 1967, 1181, 1979]
notice-file: File No. 2026024024 [265, 564, 361, 578]
order-line: Petitioner Adrian Matteo Vaca [809, 919, 945, 932]
notice-dates: Dates Pub: FEB 21, 28, MAR 07, 14, 2026 [265, 2137, 460, 2150]
notice-paragraph: THE PETITION FOR PROBATE requests that STEVEN T L LEE be appointed as personal representative to administer the estate of the decedent. [809, 1394, 1352, 1419]
notice-paragraph: A PETITION FOR PROBATE has been filed by STEVEN T L LEE in the Superior Court of California, County of LOS ANGELES. [809, 201, 1352, 226]
signature-line: (800) 380-7076 [1282, 1812, 1352, 1825]
notice-dates: Dates Pub: FEB 21, 28, MAR 07, 14, 2026 [526, 1862, 721, 1876]
signature-line: PAUL HORN, ESQ. - SBN 243227 [1194, 594, 1352, 607]
notice-file: File No. 2026-037620 [526, 970, 626, 984]
fictitious-business-notice [526, 316, 781, 632]
fictitious-business-notice [526, 1271, 781, 1575]
signature-line: 11404 SOUTH STREET [1241, 1776, 1352, 1789]
fictitious-business-notice [8, 1718, 253, 2035]
dateline-bar [0, 86, 1371, 105]
signature-line: TIMOTHY G MISHLER ESQ [1218, 2357, 1352, 2370]
fictitious-business-notice [8, 749, 253, 1053]
probate-notice-boon [797, 1958, 1365, 2552]
notice-decedent: ANDREW HOK MING LEE [809, 131, 947, 144]
signature-line: PAUL HORN LAW GROUP, PC [1205, 606, 1352, 618]
fictitious-business-notice [265, 223, 516, 540]
footer-bar [0, 2557, 1371, 2576]
attorney-signature [809, 2345, 1352, 2442]
signature-line: MONROVIA CA 91016 [1245, 2417, 1352, 2430]
notice-dates: Dates Pub: FEB 21, 28, MAR 07, 14, 2026 [526, 933, 721, 947]
notice-paragraph: To all heirs, beneficiaries, creditors, contingent creditors, and persons who may otherwise be interested in the WILL or estate, or both of [809, 1302, 1352, 1328]
